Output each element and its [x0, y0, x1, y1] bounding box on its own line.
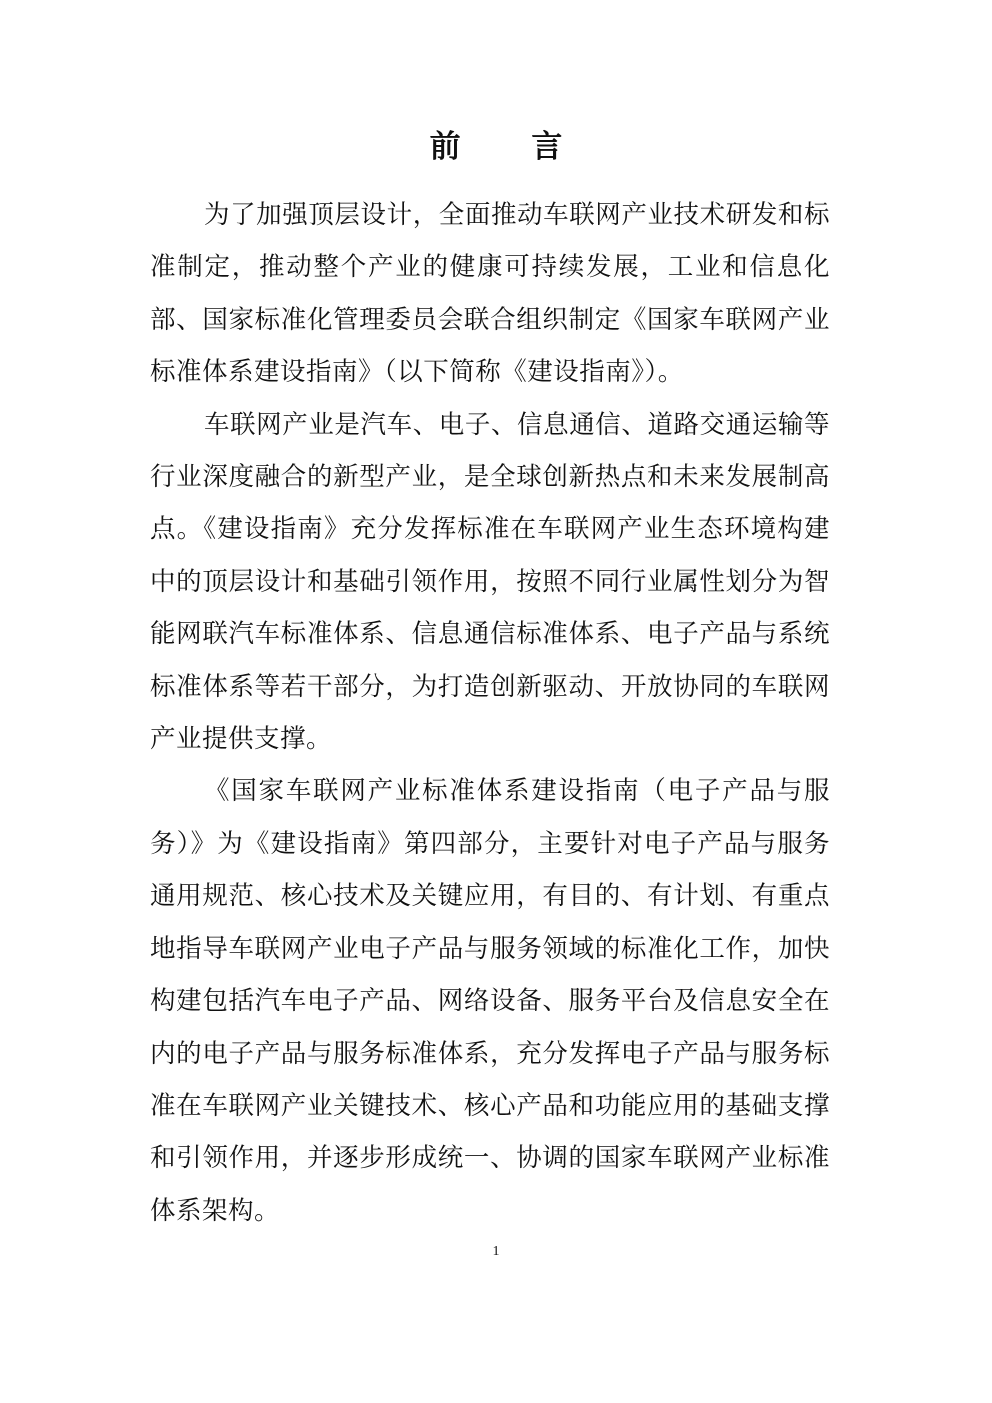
paragraph-2: 车联网产业是汽车、电子、信息通信、道路交通运输等行业深度融合的新型产业，是全球创新热点和未来发展制高点。《建设指南》充分发挥标准在车联网产业生态环境构建中的顶层设计和基础引领作用，按照不同行业属性划分为智能网联汽车标准体系、信息通信标准体系、电子产品与系统标准体系等若干部分，为打造创新驱动、开放协同的车联网产业提供支撑。 — [150, 409, 830, 755]
paragraph-3: 《国家车联网产业标准体系建设指南（电子产品与服务）》为《建设指南》第四部分，主要针对电子产品与服务通用规范、核心技术及关键应用，有目的、有计划、有重点地指导车联网产业电子产品与服务领域的标准化工作，加快构建包括汽车电子产品、网络设备、服务平台及信息安全在内的电子产品与服务标准体系，充分发挥电子产品与服务标准在车联网产业关键技术、核心产品和功能应用的基础支撑和引领作用，并逐步形成统一、协调的国家车联网产业标准体系架构。 — [150, 776, 830, 1226]
paragraph-1: 为了加强顶层设计，全面推动车联网产业技术研发和标准制定，推动整个产业的健康可持续发展，工业和信息化部、国家标准化管理委员会联合组织制定《国家车联网产业标准体系建设指南》（以下简称《建设指南》）。 — [150, 200, 830, 388]
page-title: 前 言 — [429, 129, 593, 165]
page-number: 1 — [492, 1244, 500, 1259]
body-text — [150, 189, 830, 1237]
